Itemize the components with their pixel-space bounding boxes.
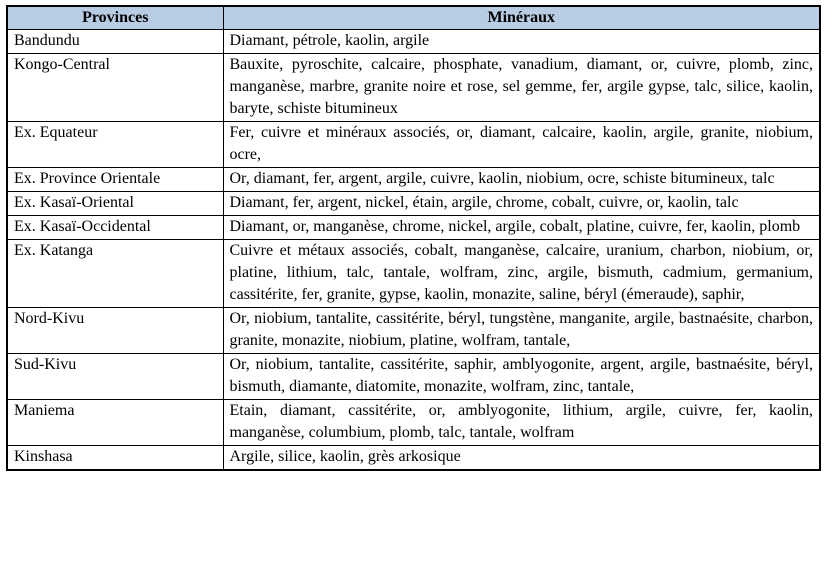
table-row [7, 308, 820, 354]
table-row [7, 216, 820, 240]
minerals-cell: Diamant, fer, argent, nickel, étain, argile, chrome, cobalt, cuivre, or, kaolin, talc [223, 192, 820, 216]
province-cell: Bandundu [7, 30, 223, 54]
header-cell-minerals: Minéraux [223, 6, 820, 30]
minerals-cell: Argile, silice, kaolin, grès arkosique [223, 446, 820, 471]
province-cell: Sud-Kivu [7, 354, 223, 400]
province-cell: Ex. Katanga [7, 240, 223, 308]
minerals-cell: Diamant, pétrole, kaolin, argile [223, 30, 820, 54]
table-row [7, 446, 820, 471]
minerals-cell: Or, diamant, fer, argent, argile, cuivre, kaolin, niobium, ocre, schiste bitumineux, talc [223, 168, 820, 192]
province-cell: Kongo-Central [7, 54, 223, 122]
minerals-cell: Or, niobium, tantalite, cassitérite, béryl, tungstène, manganite, argile, bastnaésite, charbon, granite, monazite, niobium, platine, wolfram, tantale, [223, 308, 820, 354]
province-cell: Ex. Kasaï-Oriental [7, 192, 223, 216]
table-body [7, 30, 820, 471]
table-row [7, 122, 820, 168]
minerals-cell: Fer, cuivre et minéraux associés, or, diamant, calcaire, kaolin, argile, granite, niobium, ocre, [223, 122, 820, 168]
province-cell: Ex. Equateur [7, 122, 223, 168]
table-row [7, 192, 820, 216]
province-cell: Ex. Province Orientale [7, 168, 223, 192]
table-row [7, 30, 820, 54]
header-row [7, 6, 820, 30]
table-row [7, 240, 820, 308]
table-row [7, 168, 820, 192]
provinces-minerals-table [6, 5, 821, 471]
table-row [7, 354, 820, 400]
header-cell-provinces: Provinces [7, 6, 223, 30]
table-row [7, 54, 820, 122]
minerals-cell: Or, niobium, tantalite, cassitérite, saphir, amblyogonite, argent, argile, bastnaésite, béryl, bismuth, diamante, diatomite, monazite, wolfram, zinc, tantale, [223, 354, 820, 400]
minerals-cell: Etain, diamant, cassitérite, or, amblyogonite, lithium, argile, cuivre, fer, kaolin, manganèse, columbium, plomb, talc, tantale, wolfram [223, 400, 820, 446]
minerals-cell: Bauxite, pyroschite, calcaire, phosphate, vanadium, diamant, or, cuivre, plomb, zinc, manganèse, marbre, granite noire et rose, sel gemme, fer, argile gypse, talc, silice, kaolin, baryte, schiste bitumineux [223, 54, 820, 122]
minerals-cell: Cuivre et métaux associés, cobalt, manganèse, calcaire, uranium, charbon, niobium, or, platine, lithium, talc, tantale, wolfram, zinc, argile, bismuth, cadmium, germanium, cassitérite, fer, granite, gypse, kaolin, monazite, saline, béryl (émeraude), saphir, [223, 240, 820, 308]
province-cell: Maniema [7, 400, 223, 446]
province-cell: Nord-Kivu [7, 308, 223, 354]
table-row [7, 400, 820, 446]
province-cell: Kinshasa [7, 446, 223, 471]
province-cell: Ex. Kasaï-Occidental [7, 216, 223, 240]
table-header [7, 6, 820, 30]
minerals-cell: Diamant, or, manganèse, chrome, nickel, argile, cobalt, platine, cuivre, fer, kaolin, plomb [223, 216, 820, 240]
